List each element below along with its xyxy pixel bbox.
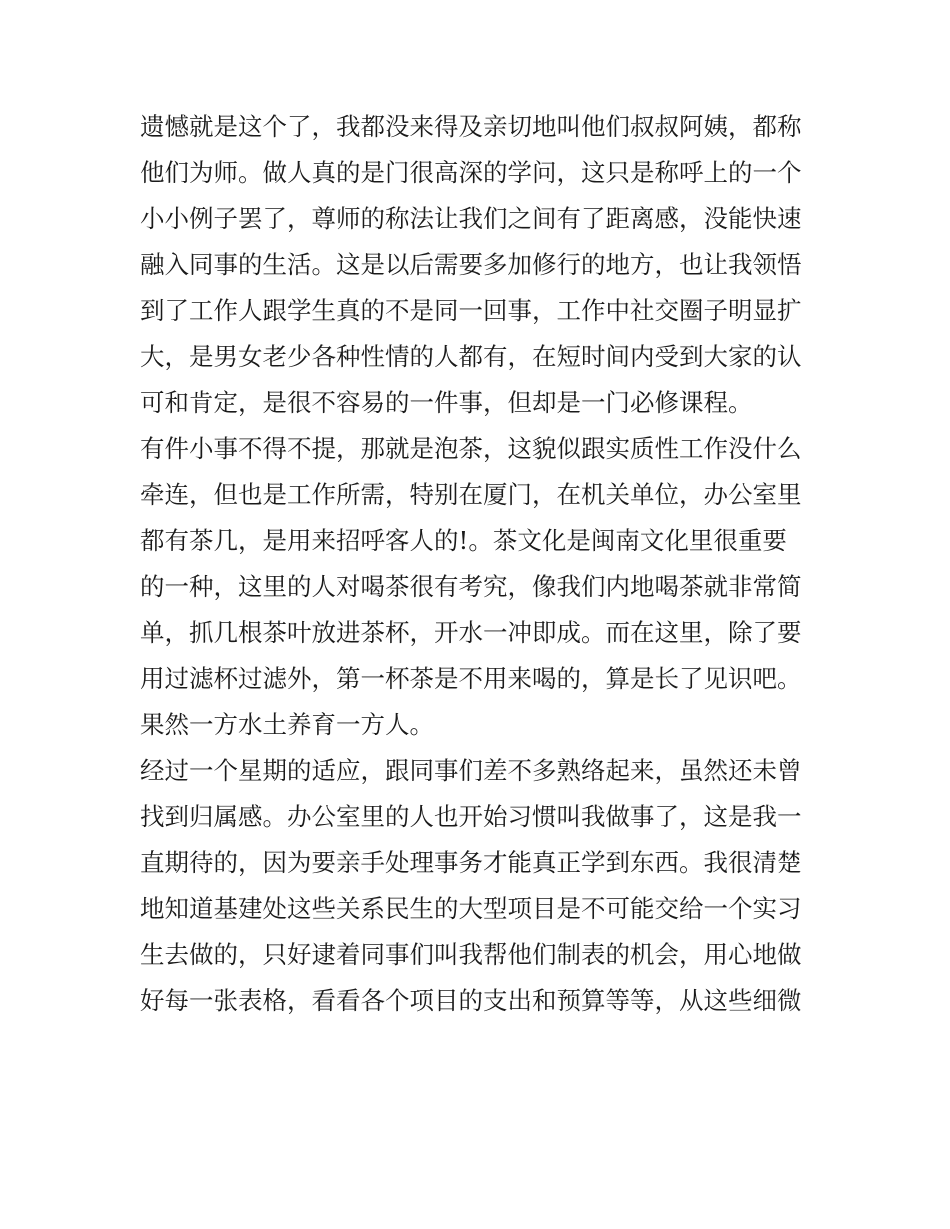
text-line: 他们为师。做人真的是门很高深的学问，这只是称呼上的一个 <box>140 158 802 187</box>
text-line: 直期待的，因为要亲手处理事务才能真正学到东西。我很清楚 <box>140 848 802 877</box>
text-line: 的一种，这里的人对喝茶很有考究，像我们内地喝茶就非常简 <box>140 572 802 601</box>
text-line: 果然一方水土养育一方人。 <box>140 710 434 739</box>
text-line: 可和肯定，是很不容易的一件事，但却是一门必修课程。 <box>140 388 753 417</box>
text-line: 到了工作人跟学生真的不是同一回事，工作中社交圈子明显扩 <box>140 296 802 325</box>
text-line: 找到归属感。办公室里的人也开始习惯叫我做事了，这是我一 <box>140 802 802 831</box>
text-line: 地知道基建处这些关系民生的大型项目是不可能交给一个实习 <box>140 894 802 923</box>
text-line: 生去做的，只好逮着同事们叫我帮他们制表的机会，用心地做 <box>140 940 802 969</box>
text-line: 小小例子罢了，尊师的称法让我们之间有了距离感，没能快速 <box>140 204 802 233</box>
text-line: 遗憾就是这个了，我都没来得及亲切地叫他们叔叔阿姨，都称 <box>140 112 802 141</box>
text-line: 牵连，但也是工作所需，特别在厦门，在机关单位，办公室里 <box>140 480 802 509</box>
text-line: 有件小事不得不提，那就是泡茶，这貌似跟实质性工作没什么 <box>140 434 802 463</box>
text-line: 融入同事的生活。这是以后需要多加修行的地方，也让我领悟 <box>140 250 802 279</box>
text-line: 大，是男女老少各种性情的人都有，在短时间内受到大家的认 <box>140 342 802 371</box>
text-line: 好每一张表格，看看各个项目的支出和预算等等，从这些细微 <box>140 986 802 1015</box>
text-line: 用过滤杯过滤外，第一杯茶是不用来喝的，算是长了见识吧。 <box>140 664 802 693</box>
text-line: 都有茶几，是用来招呼客人的!。茶文化是闽南文化里很重要 <box>140 526 787 555</box>
text-line: 经过一个星期的适应，跟同事们差不多熟络起来，虽然还未曾 <box>140 756 802 785</box>
body-text <box>140 104 820 1024</box>
text-line: 单，抓几根茶叶放进茶杯，开水一冲即成。而在这里，除了要 <box>140 618 802 647</box>
